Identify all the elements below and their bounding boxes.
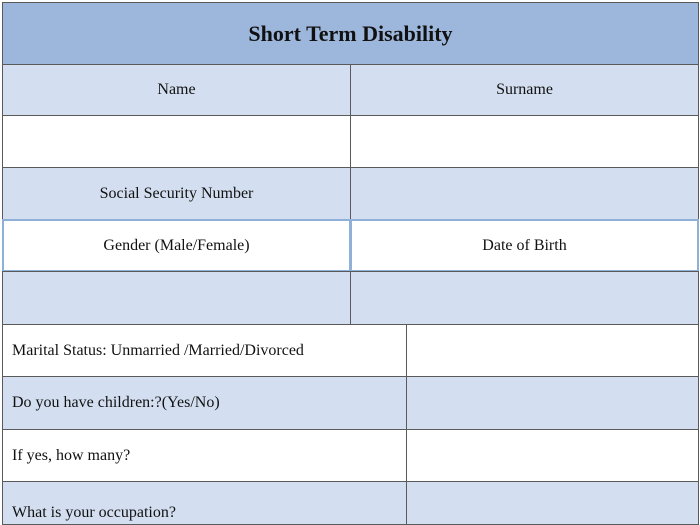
dob-field[interactable]	[350, 271, 699, 325]
surname-field[interactable]	[350, 115, 699, 168]
dob-label: Date of Birth	[482, 236, 567, 254]
occupation-label: What is your occupation?	[12, 504, 176, 521]
ssn-field[interactable]	[350, 167, 699, 220]
name-label: Name	[157, 81, 196, 98]
ssn-label-cell	[2, 167, 351, 220]
how-many-field[interactable]	[406, 429, 699, 482]
ssn-label: Social Security Number	[99, 184, 254, 202]
how-many-label: If yes, how many?	[12, 446, 131, 464]
gender-field[interactable]	[2, 271, 351, 325]
name-label-cell	[2, 64, 351, 116]
gender-label: Gender (Male/Female)	[103, 236, 250, 254]
how-many-label-cell	[2, 429, 407, 482]
marital-status-label: Marital Status: Unmarried /Married/Divorced	[12, 341, 304, 359]
dob-label-cell	[350, 219, 699, 272]
name-field[interactable]	[2, 115, 351, 168]
occupation-field[interactable]	[406, 481, 699, 525]
marital-status-label-cell	[2, 324, 407, 377]
children-label: Do you have children:?(Yes/No)	[12, 394, 220, 411]
form-title	[2, 2, 699, 65]
marital-status-field[interactable]	[406, 324, 699, 377]
children-label-cell	[2, 376, 407, 430]
form-title-text: Short Term Disability	[248, 20, 453, 46]
gender-label-cell	[2, 219, 351, 272]
surname-label-cell	[350, 64, 699, 116]
children-field[interactable]	[406, 376, 699, 430]
occupation-label-cell	[2, 481, 407, 525]
surname-label: Surname	[496, 81, 553, 98]
